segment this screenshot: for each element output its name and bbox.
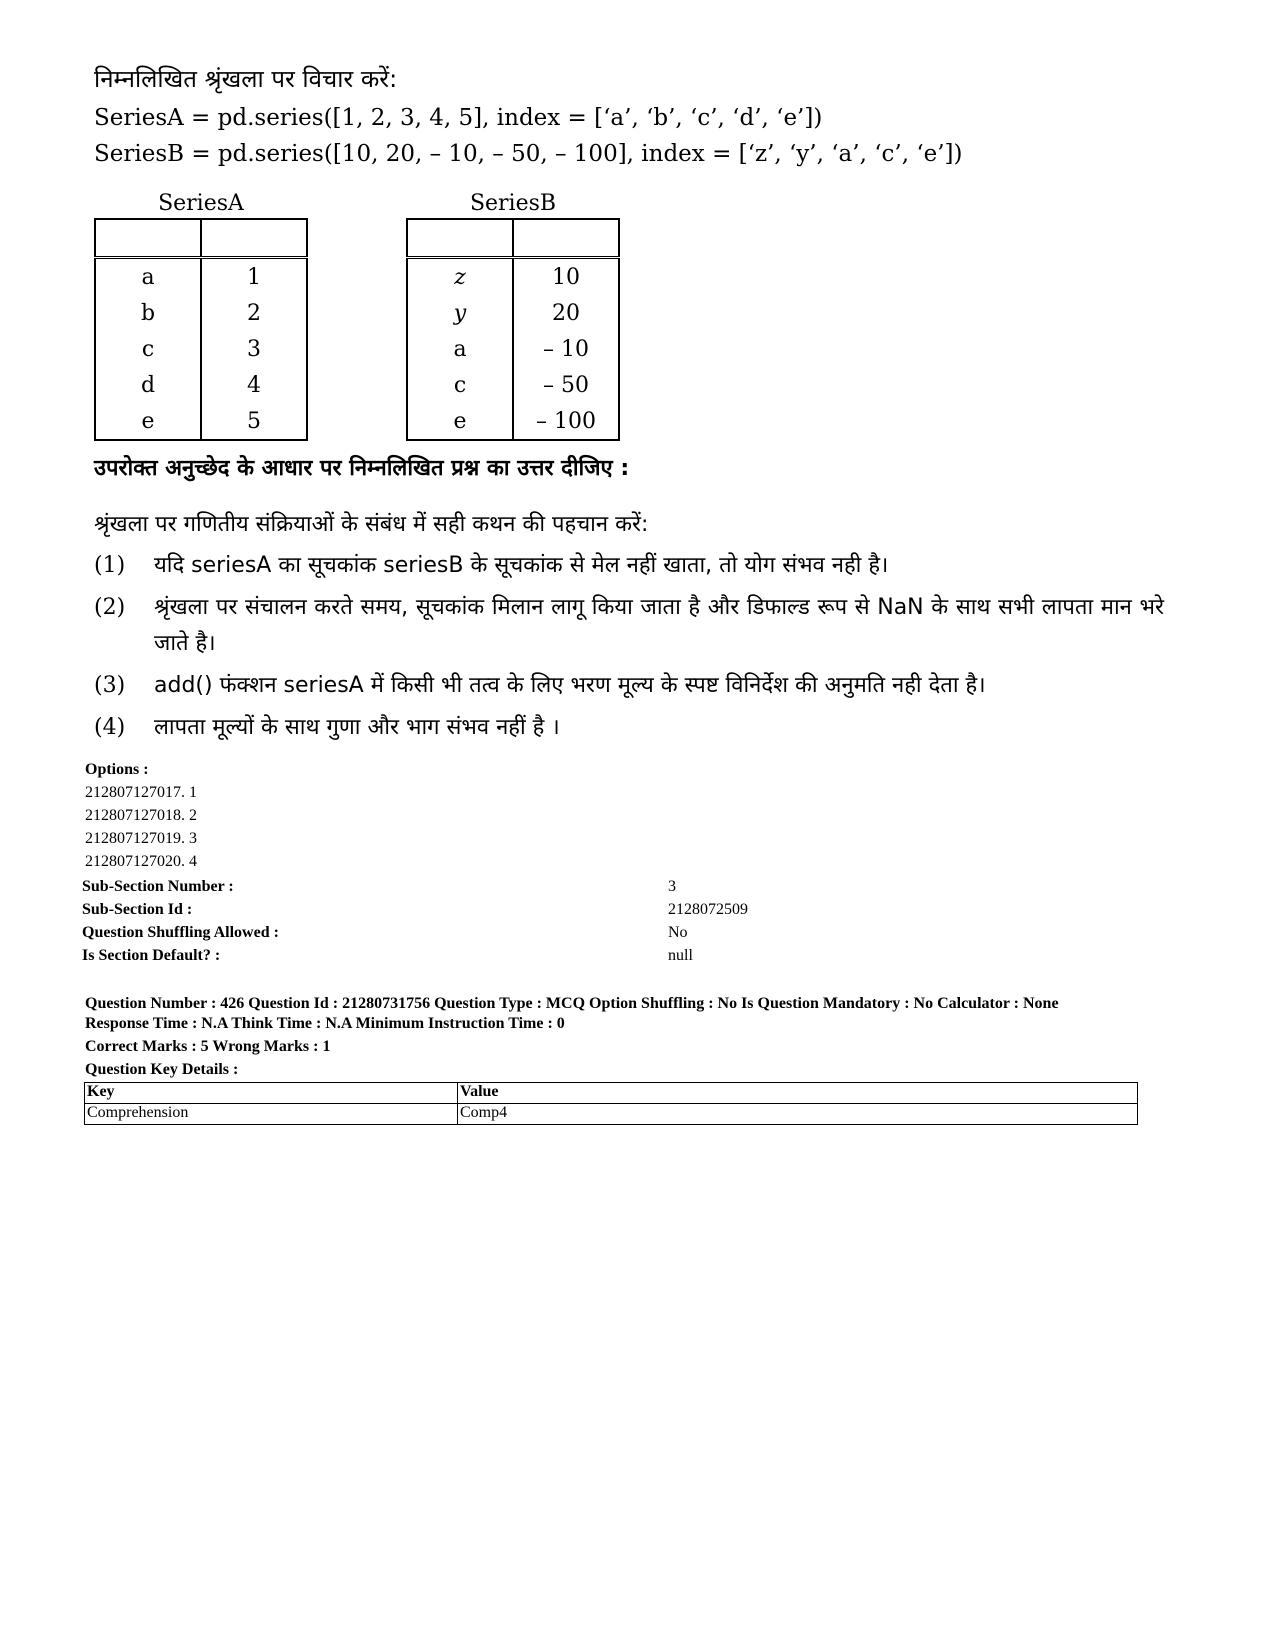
index-cell: b [95, 295, 201, 331]
list-item [94, 548, 1164, 584]
statement-text: श्रृंखला पर संचालन करते समय, सूचकांक मिलान लागू किया जाता है और डिफाल्ड रूप से NaN के साथ सभी लापता मान भरे जाते है। [154, 595, 1164, 656]
key-details-table [84, 1082, 1138, 1125]
series-tables [94, 190, 694, 458]
passage-instruction: उपरोक्त अनुच्छेद के आधार पर निम्नलिखित प्रश्न का उत्तर दीजिए : [94, 456, 630, 481]
value-cell: – 100 [513, 403, 619, 440]
index-cell: a [95, 258, 201, 296]
value-cell: 4 [201, 367, 307, 403]
statement-text: add() फंक्शन seriesA में किसी भी तत्व के लिए भरण मूल्य के स्पष्ट विनिर्देश की अनुमति नही देता है। [154, 673, 986, 698]
index-cell: d [95, 367, 201, 403]
field-value: No [668, 924, 688, 941]
field-value: 3 [668, 878, 676, 895]
series-a-caption: SeriesA [158, 191, 244, 216]
value-cell: 5 [201, 403, 307, 440]
statement-text: लापता मूल्यों के साथ गुणा और भाग संभव नहीं है । [154, 715, 560, 740]
list-item [94, 710, 1164, 746]
value-cell: Comp4 [458, 1104, 1138, 1125]
series-b-caption: SeriesB [469, 191, 557, 216]
statement-number: (3) [94, 673, 126, 698]
marks-line: Correct Marks : 5 Wrong Marks : 1 [85, 1038, 331, 1055]
list-item [94, 590, 1164, 662]
table-row [95, 331, 307, 367]
table-row [95, 367, 307, 403]
table-header-row [85, 1083, 1138, 1104]
option-item: 212807127019. 3 [85, 830, 197, 847]
index-cell: c [95, 331, 201, 367]
table-row [407, 295, 619, 331]
value-cell: – 50 [513, 367, 619, 403]
question-meta-line: Question Number : 426 Question Id : 21280731756 Question Type : MCQ Option Shuffling : No Is Question Mandatory : No Calculator : None [85, 995, 1059, 1012]
table-row [82, 944, 842, 967]
table-row [82, 875, 842, 898]
value-cell: 3 [201, 331, 307, 367]
question-intro: निम्नलिखित श्रृंखला पर विचार करें: [94, 65, 398, 93]
key-cell: Comprehension [85, 1104, 458, 1125]
index-cell: y [407, 295, 513, 331]
series-a-table [94, 190, 308, 441]
option-item: 212807127020. 4 [85, 853, 197, 870]
series-a-code: SeriesA = pd.series([1, 2, 3, 4, 5], index = [‘a’, ‘b’, ‘c’, ‘d’, ‘e’]) [94, 105, 823, 131]
series-b-code: SeriesB = pd.series([10, 20, – 10, – 50, – 100], index = [‘z’, ‘y’, ‘a’, ‘c’, ‘e’]) [94, 141, 963, 167]
statement-text: यदि seriesA का सूचकांक seriesB के सूचकांक से मेल नहीं खाता, तो योग संभव नही है। [154, 553, 889, 578]
list-item [94, 668, 1164, 704]
value-cell: 2 [201, 295, 307, 331]
index-cell: e [95, 403, 201, 440]
value-cell: 20 [513, 295, 619, 331]
table-row [407, 331, 619, 367]
statement-number: (1) [94, 553, 126, 578]
index-cell: a [407, 331, 513, 367]
field-label: Sub-Section Number : [82, 878, 234, 895]
value-cell: 10 [513, 258, 619, 296]
table-row [85, 1104, 1138, 1125]
index-cell: e [407, 403, 513, 440]
question-prompt: श्रृंखला पर गणितीय संक्रियाओं के संबंध में सही कथन की पहचान करें: [94, 512, 649, 537]
index-cell: z [407, 258, 513, 296]
table-row [82, 898, 842, 921]
statement-list [94, 548, 1164, 752]
key-details-label: Question Key Details : [85, 1061, 239, 1078]
field-value: 2128072509 [668, 901, 748, 918]
question-meta-line: Response Time : N.A Think Time : N.A Minimum Instruction Time : 0 [85, 1015, 565, 1032]
table-row [82, 921, 842, 944]
field-label: Question Shuffling Allowed : [82, 924, 279, 941]
table-row [407, 403, 619, 440]
series-b-table [406, 190, 620, 441]
options-label: Options : [85, 761, 149, 778]
question-header [94, 62, 1204, 172]
question-meta [85, 994, 1165, 1080]
table-row [95, 258, 307, 296]
options-list [85, 758, 197, 873]
subsection-info [82, 875, 842, 967]
table-row [407, 258, 619, 296]
field-label: Is Section Default? : [82, 947, 221, 964]
table-row [407, 367, 619, 403]
header-value: Value [458, 1083, 1138, 1104]
statement-number: (4) [94, 715, 126, 740]
value-cell: – 10 [513, 331, 619, 367]
index-cell: c [407, 367, 513, 403]
table-row [95, 295, 307, 331]
value-cell: 1 [201, 258, 307, 296]
option-item: 212807127017. 1 [85, 784, 197, 801]
table-row [95, 403, 307, 440]
field-label: Sub-Section Id : [82, 901, 193, 918]
statement-number: (2) [94, 595, 126, 620]
option-item: 212807127018. 2 [85, 807, 197, 824]
field-value: null [668, 947, 693, 964]
header-key: Key [85, 1083, 458, 1104]
